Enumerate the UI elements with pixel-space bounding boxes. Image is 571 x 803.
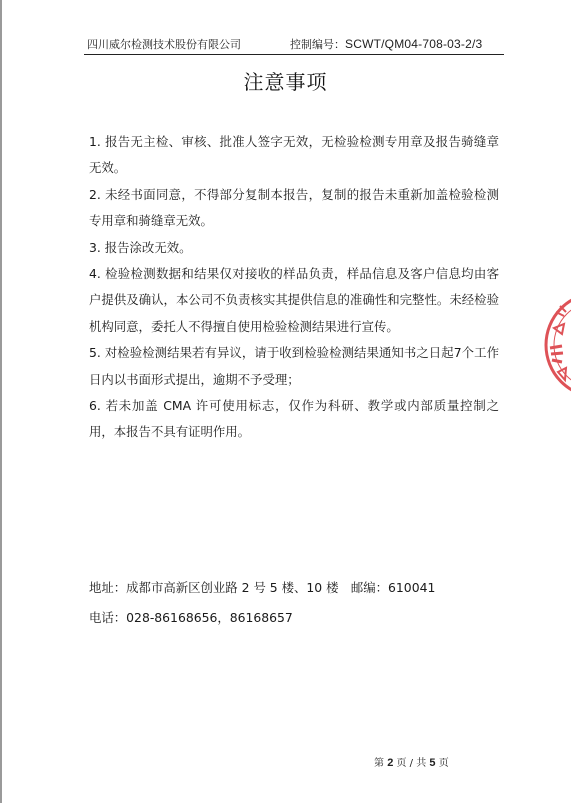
note-item-1: 1. 报告无主检、审核、批准人签字无效，无检验检测专用章及报告骑缝章无效。: [89, 134, 499, 176]
page-number-middle: 页 / 共: [396, 758, 427, 769]
contact-address: 地址：成都市高新区创业路 2 号 5 楼、10 楼 邮编：610041: [89, 580, 436, 595]
page-number-prefix: 第: [374, 758, 384, 769]
page-title: 注意事项: [243, 70, 328, 94]
company-name: 四川威尔检测技术股份有限公司: [87, 38, 241, 51]
control-number-code: SCWT/QM04-708-03-2/3: [345, 37, 483, 51]
seal-stamp: [540, 290, 571, 400]
note-item-2: 2. 未经书面同意，不得部分复制本报告，复制的报告未重新加盖检验检测专用章和骑缝章无效。: [89, 186, 499, 229]
page-number-current: 2: [387, 757, 394, 769]
page-number: [374, 754, 449, 769]
notes-list: [89, 129, 499, 446]
page-number-suffix: 页: [438, 758, 449, 769]
seal-stamp-graphic: [540, 290, 571, 400]
note-item-6: 6. 若未加盖 CMA 许可使用标志，仅作为科研、教学或内部质量控制之用，本报告不具有证明作用。: [89, 398, 499, 440]
control-number: [290, 36, 482, 52]
note-item-4: 4. 检验检测数据和结果仅对接收的样品负责，样品信息及客户信息均由客户提供及确认，本公司不负责核实其提供信息的准确性和完整性。未经检验机构同意，委托人不得擅自使用检验检测结果进行宣传。: [89, 266, 499, 334]
note-item-5: 5. 对检验检测结果若有异议，请于收到检验检测结果通知书之日起7个工作日内以书面形式提出，逾期不予受理；: [89, 345, 499, 387]
header-divider: [84, 54, 504, 55]
page-edge-rule: [0, 0, 2, 803]
note-item-3: 3. 报告涂改无效。: [89, 239, 192, 255]
page-number-total: 5: [429, 757, 436, 769]
control-number-label: 控制编号：: [290, 38, 345, 51]
contact-phone: 电话：028-86168656，86168657: [89, 610, 293, 625]
